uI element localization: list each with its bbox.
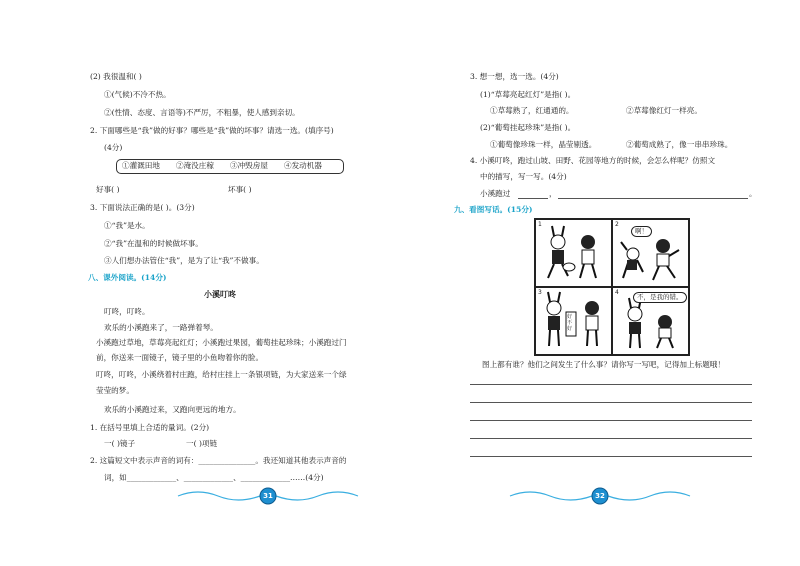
q4-answer-line-2 bbox=[558, 198, 748, 199]
passage-p3a: 小溪跑过草地，草莓亮起红灯；小溪跑过果园，葡萄挂起珍珠；小溪跑过门 bbox=[96, 338, 347, 347]
comic-panel-2 bbox=[612, 219, 689, 287]
option-4: ④发动机器 bbox=[284, 161, 322, 170]
right-q3-1: (1)“草莓亮起红灯”是指( )。 bbox=[480, 90, 576, 99]
writing-line-5 bbox=[470, 456, 752, 457]
option-2: ②淹没庄稼 bbox=[176, 161, 214, 170]
page-number-right: 32 bbox=[595, 492, 605, 500]
option-3: ③冲毁房屋 bbox=[230, 161, 268, 170]
comic-strip bbox=[534, 218, 690, 356]
reading-q1: 1. 在括号里填上合适的量词。(2分) bbox=[90, 423, 210, 432]
passage-p4a: 叮咚，叮咚，小溪绕着村庄跑，给村庄挂上一条银项链，为大家送来一个绿 bbox=[96, 370, 347, 379]
passage-p3b: 前，你送来一面镜子，镜子里的小鱼吻着你的脸。 bbox=[96, 353, 264, 362]
q3-option-b: ②“我”在温和的时候做坏事。 bbox=[104, 239, 203, 248]
writing-line-4 bbox=[470, 438, 752, 439]
question-2: 2. 下面哪些是“我”做的好事？哪些是“我”做的坏事？请选一选。(填序号) bbox=[90, 126, 334, 135]
page-number-left: 31 bbox=[263, 492, 273, 500]
right-q3-1-b: ②草莓像红灯一样亮。 bbox=[626, 106, 702, 115]
right-q3-1-a: ①草莓熟了，红通通的。 bbox=[490, 106, 574, 115]
passage-title: 小溪叮咚 bbox=[204, 289, 236, 299]
writing-line-1 bbox=[470, 384, 752, 385]
bad-deeds-blank: 坏事( ) bbox=[228, 185, 252, 194]
speech-bubble-4: 不，是我的错。 bbox=[633, 292, 687, 303]
panel-number-2: 2 bbox=[615, 221, 619, 228]
section-8-heading: 八、课外阅读。(14分) bbox=[88, 273, 167, 282]
q1-2-option-a: ①(气候)不冷不热。 bbox=[104, 90, 171, 99]
writing-prompt: 图上都有谁？他们之间发生了什么事？请你写一写吧，记得加上标题哦！ bbox=[482, 360, 725, 369]
comic-panel-1 bbox=[535, 219, 612, 287]
reading-q1-blank-b: 一( )项链 bbox=[186, 439, 218, 448]
comic-panel-4 bbox=[612, 287, 689, 355]
good-deeds-blank: 好事( ) bbox=[96, 185, 120, 194]
panel-number-1: 1 bbox=[538, 221, 542, 228]
right-question-3: 3. 想一想，选一选。(4分) bbox=[470, 72, 559, 81]
section-9-heading: 九、看图写话。(15分) bbox=[454, 205, 533, 214]
right-q3-2: (2)“葡萄挂起珍珠”是指( )。 bbox=[480, 123, 576, 132]
passage-p2: 欢乐的小溪跑来了，一路弹着琴。 bbox=[104, 323, 218, 332]
passage-p5: 欢乐的小溪跑过来，又跑向更远的地方。 bbox=[104, 405, 241, 414]
sign-text-3: 好不好 bbox=[567, 314, 573, 332]
passage-p1: 叮咚，叮咚。 bbox=[104, 307, 150, 316]
q3-option-a: ①“我”是水。 bbox=[104, 221, 150, 230]
comic-panel-3 bbox=[535, 287, 612, 355]
question-3: 3. 下面说法正确的是( )。(3分) bbox=[90, 203, 195, 212]
option-1: ①灌溉田地 bbox=[122, 161, 160, 170]
writing-line-3 bbox=[470, 420, 752, 421]
right-q4-answer-lead: 小溪跑过 bbox=[480, 189, 511, 198]
panel-number-4: 4 bbox=[615, 289, 619, 296]
writing-line-2 bbox=[470, 402, 752, 403]
speech-bubble-2: 啊！ bbox=[631, 226, 652, 237]
question-2-score: (4分) bbox=[104, 143, 123, 152]
q1-2: (2) 我很温和( ) bbox=[90, 72, 142, 81]
q4-comma: ， bbox=[549, 189, 557, 198]
q1-2-option-b: ②(性情、态度、言语等)不严厉，不粗暴，使人感到亲切。 bbox=[104, 108, 300, 117]
q4-period: 。 bbox=[749, 189, 757, 198]
right-q3-2-b: ②葡萄成熟了，像一串串珍珠。 bbox=[626, 140, 733, 149]
right-question-4-line2: 中的描写，写一写。(4分) bbox=[480, 172, 567, 181]
right-question-4-line1: 4. 小溪叮咚，跑过山坡、田野、花园等地方的时候，会怎么样呢？仿照文 bbox=[470, 156, 716, 165]
reading-q2-line2: 词，如_____________、_____________、_____________……(4分) bbox=[104, 473, 324, 482]
right-q3-2-a: ①葡萄像珍珠一样，晶莹剔透。 bbox=[490, 140, 597, 149]
passage-p4b: 莹莹的梦。 bbox=[96, 386, 134, 395]
panel-number-3: 3 bbox=[538, 289, 542, 296]
q3-option-c: ③人们想办法管住“我”，是为了让“我”不做事。 bbox=[104, 256, 264, 265]
reading-q1-blank-a: 一( )镜子 bbox=[104, 439, 136, 448]
q4-answer-line-1 bbox=[518, 198, 548, 199]
reading-q2-line1: 2. 这篇短文中表示声音的词有：_______________。我还知道其他表示声音的 bbox=[90, 456, 347, 465]
children-walking-illustration bbox=[536, 220, 611, 286]
